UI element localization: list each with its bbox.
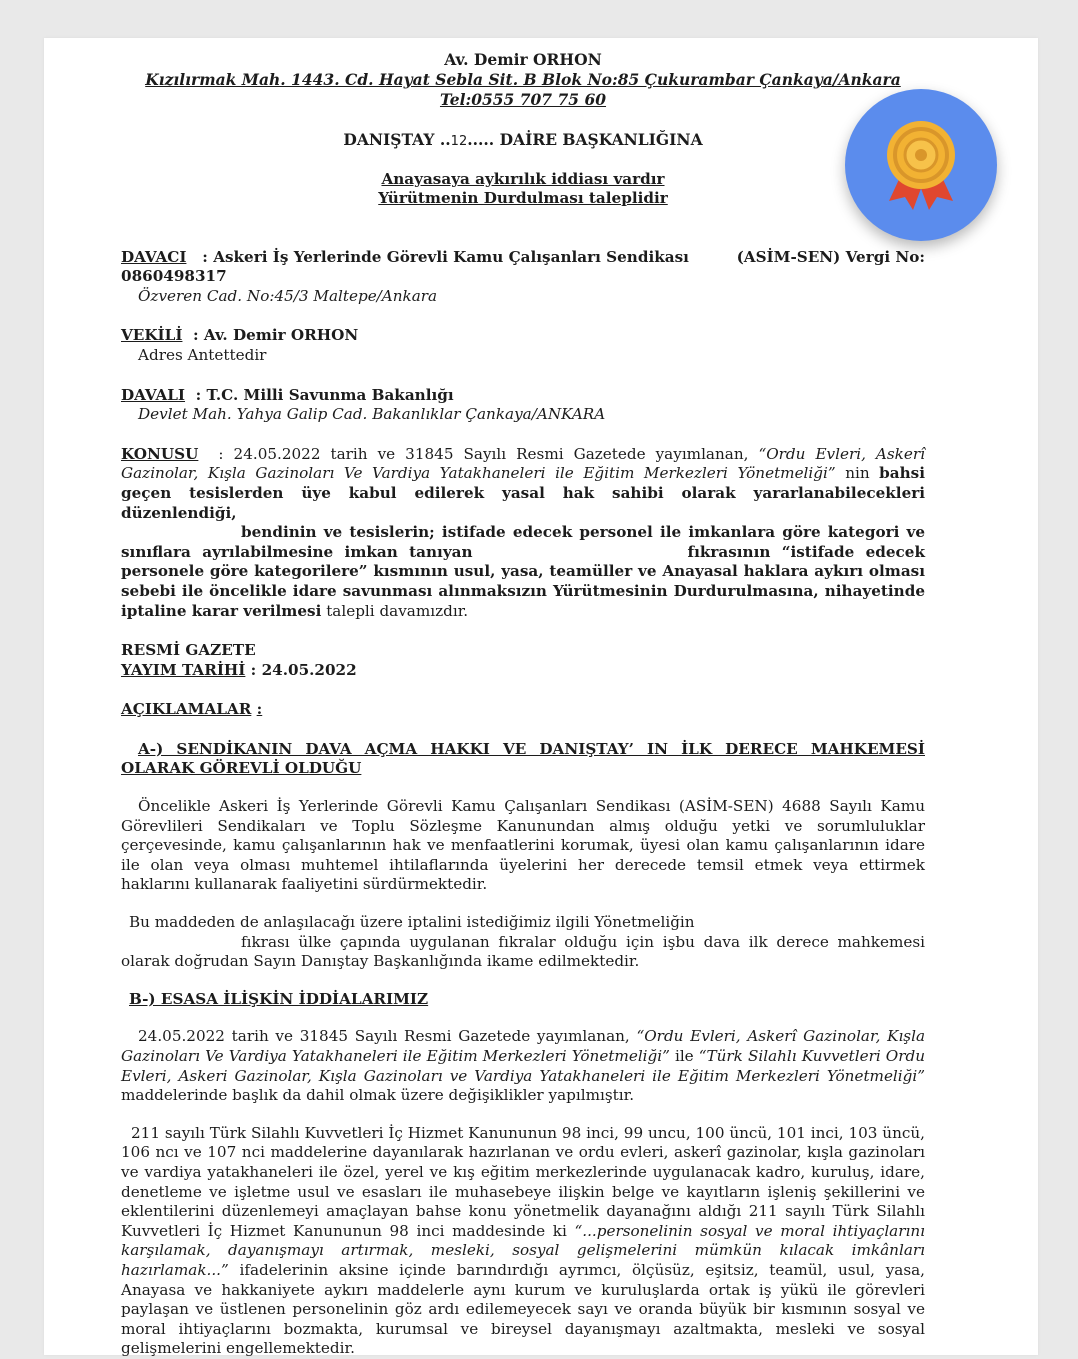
attorney-block: VEKİLİ : Av. Demir ORHON Adres Antettedir — [121, 326, 925, 365]
lawyer-phone: Tel:0555 707 75 60 — [439, 90, 607, 109]
explanations-heading: AÇIKLAMALAR : — [121, 700, 263, 719]
court-suffix: ..... DAİRE BAŞKANLIĞINA — [467, 130, 703, 149]
document-body — [121, 50, 925, 1359]
gazette-date-label: YAYIM TARİHİ — [121, 660, 246, 679]
defendant-label: DAVALI — [121, 385, 186, 404]
section-a-paragraph-2-start: Bu maddeden de anlaşılacağı üzere iptalini istediğimiz ilgili Yönetmeliğin — [129, 913, 695, 932]
plaintiff-label: DAVACI — [121, 247, 187, 266]
plaintiff-tax-no: 0860498317 — [121, 267, 227, 286]
award-ribbon-icon — [845, 89, 997, 241]
award-badge[interactable] — [845, 89, 997, 241]
attorney-name: Av. Demir ORHON — [203, 326, 359, 345]
gazette-date: 24.05.2022 — [261, 660, 357, 679]
attorney-label: VEKİLİ — [121, 326, 183, 345]
gazette-title: RESMİ GAZETE — [121, 641, 256, 660]
gazette-block: RESMİ GAZETE YAYIM TARİHİ : 24.05.2022 — [121, 641, 925, 680]
court-number: 12 — [450, 134, 468, 149]
plaintiff-name-cont: (ASİM-SEN) Vergi No: — [736, 247, 925, 266]
defendant-address: Devlet Mah. Yahya Galip Cad. Bakanlıklar Çankaya/ANKARA — [138, 405, 606, 424]
section-a-paragraph-2-end: fıkrası ülke çapında uygulanan fıkralar olduğu için işbu dava ilk derece mahkemesi olarak doğrudan Sayın Danıştay Başkanlığında ikame edilmektedir. — [121, 932, 925, 971]
plaintiff-address: Özveren Cad. No:45/3 Maltepe/Ankara — [138, 286, 438, 305]
defendant-block: DAVALI : T.C. Milli Savunma Bakanlığı Devlet Mah. Yahya Galip Cad. Bakanlıklar Çankaya/ANKARA — [121, 386, 925, 425]
lawyer-address: Kızılırmak Mah. 1443. Cd. Hayat Sebla Sit. B Blok No:85 Çukurambar Çankaya/Ankara — [145, 70, 901, 89]
subject-paragraph: KONUSU : 24.05.2022 tarih ve 31845 Sayılı Resmi Gazetede yayımlanan, “Ordu Evleri, Askerî Gazinolar, Kışla Gazinoları Ve Vardiya Yatakhaneleri ile Eğitim Merkezleri Yönetmeliği” nin bahsi geçen tesislerden üye kabul edilerek yasal hak sahibi olarak yararlanabilecekleri düzenlendiği, bendinin ve tesislerin; istifade edecek personel ile imkanlara göre kategori ve sınıflara ayrılabilmesine imkan tanıyan fıkrasının “istifade edecek personele göre kategorilere” kısmının usul, yasa, teamüller ve Anayasal haklara aykırı olması sebebi ile öncelikle idare savunması alınmaksızın Yürütmesinin Durdurulmasına, nihayetinde iptaline karar verilmesi talepli davamızdır. — [121, 444, 925, 620]
lawyer-name: Av. Demir ORHON — [444, 50, 602, 69]
plaintiff-name: Askeri İş Yerlerinde Görevli Kamu Çalışanları Sendikası — [213, 247, 689, 266]
court-heading — [121, 130, 925, 152]
section-b-paragraph-2: 211 sayılı Türk Silahlı Kuvvetleri İç Hizmet Kanununun 98 inci, 99 uncu, 100 üncü, 101 inci, 103 üncü, 106 ncı ve 107 nci maddelerine dayanılarak hazırlanan ve ordu evleri, askerî gazinolar, kışla gazinoları ve vardiya yatakhaneleri ile özel, yerel ve kış eğitim merkezlerinde uygulanacak kadro, kuruluş, idare, denetleme ve işletme usul ve esasları ile muhasebeye ilişkin belge ve kayıtların işleniş şekillerini ve eklentilerini düzenlemeyi amaçlayan bahse konu yönetmelik dayanağını aldığı 211 sayılı Türk Silahlı Kuvvetleri İç Hizmet Kanununun 98 inci maddesinde ki “...personelinin sosyal ve moral ihtiyaçlarını karşılamak, dayanışmayı artırmak, mesleki, sosyal gelişmelerini mümkün kılacak imkânları hazırlamak...” ifadelerinin aksine içinde barındırdığı ayrımcı, ölçüsüz, eşitsiz, teamül, usul, yasa, Anayasa ve hakkaniyete aykırı maddelerle aynı kurum ve kuruluşlarda ortak iş yükü ile görevleri paylaşan ve üstlenen personelinin göz ardı edilemeyecek sayı ve oranda büyük bir kısmının sosyal ve moral ihtiyaçlarını bozmakta, kurumsal ve bireysel dayanışmayı azaltmakta, mesleki ve sosyal gelişmelerini engellemektedir. — [121, 1123, 926, 1358]
section-a-paragraph-1: Öncelikle Askeri İş Yerlerinde Görevli Kamu Çalışanları Sendikası (ASİM-SEN) 4688 Sayılı Kamu Görevlileri Sendikaları ve Toplu Sözleşme Kanunundan almış olduğu yetki ve sorumluluklar çerçevesinde, kamu çalışanlarının hak ve menfaatlerini korumak, üyesi olan kamu çalışanlarının idare ile olan veya olması muhtemel ihtilaflarında üyelerini her derecede temsil etmek veya ettirmek haklarını kullanarak faaliyetini sürdürmektedir. — [121, 797, 925, 894]
plaintiff-block — [121, 248, 925, 307]
section-b-paragraph-1: 24.05.2022 tarih ve 31845 Sayılı Resmi Gazetede yayımlanan, “Ordu Evleri, Askerî Gazinolar, Kışla Gazinoları Ve Vardiya Yatakhaneleri ile Eğitim Merkezleri Yönetmeliği” ile “Türk Silahlı Kuvvetleri Ordu Evleri, Askeri Gazinolar, Kışla Gazinoları ve Vardiya Yatakhaneleri ile Eğitim Merkezleri Yönetmeliği” maddelerinde başlık da dahil olmak üzere değişiklikler yapılmıştır. — [121, 1027, 926, 1105]
note-stay-of-execution: Yürütmenin Durdulması taleplidir — [378, 188, 668, 207]
subject-label: KONUSU — [121, 444, 199, 463]
defendant-name: T.C. Milli Savunma Bakanlığı — [206, 385, 454, 404]
section-b-title: B-) ESASA İLİŞKİN İDDİALARIMIZ — [129, 989, 429, 1008]
section-a-title: A-) SENDİKANIN DAVA AÇMA HAKKI VE DANIŞTAY’ IN İLK DERECE MAHKEMESİ OLARAK GÖREVLİ OLDUĞU — [121, 739, 925, 778]
court-prefix: DANIŞTAY .. — [343, 130, 451, 149]
attorney-address: Adres Antettedir — [138, 345, 267, 364]
plaintiff-line: DAVACI : Askeri İş Yerlerinde Görevli Kamu Çalışanları Sendikası (ASİM-SEN) Vergi No: — [121, 247, 925, 266]
note-unconstitutional: Anayasaya aykırılık iddiası vardır — [381, 169, 665, 188]
